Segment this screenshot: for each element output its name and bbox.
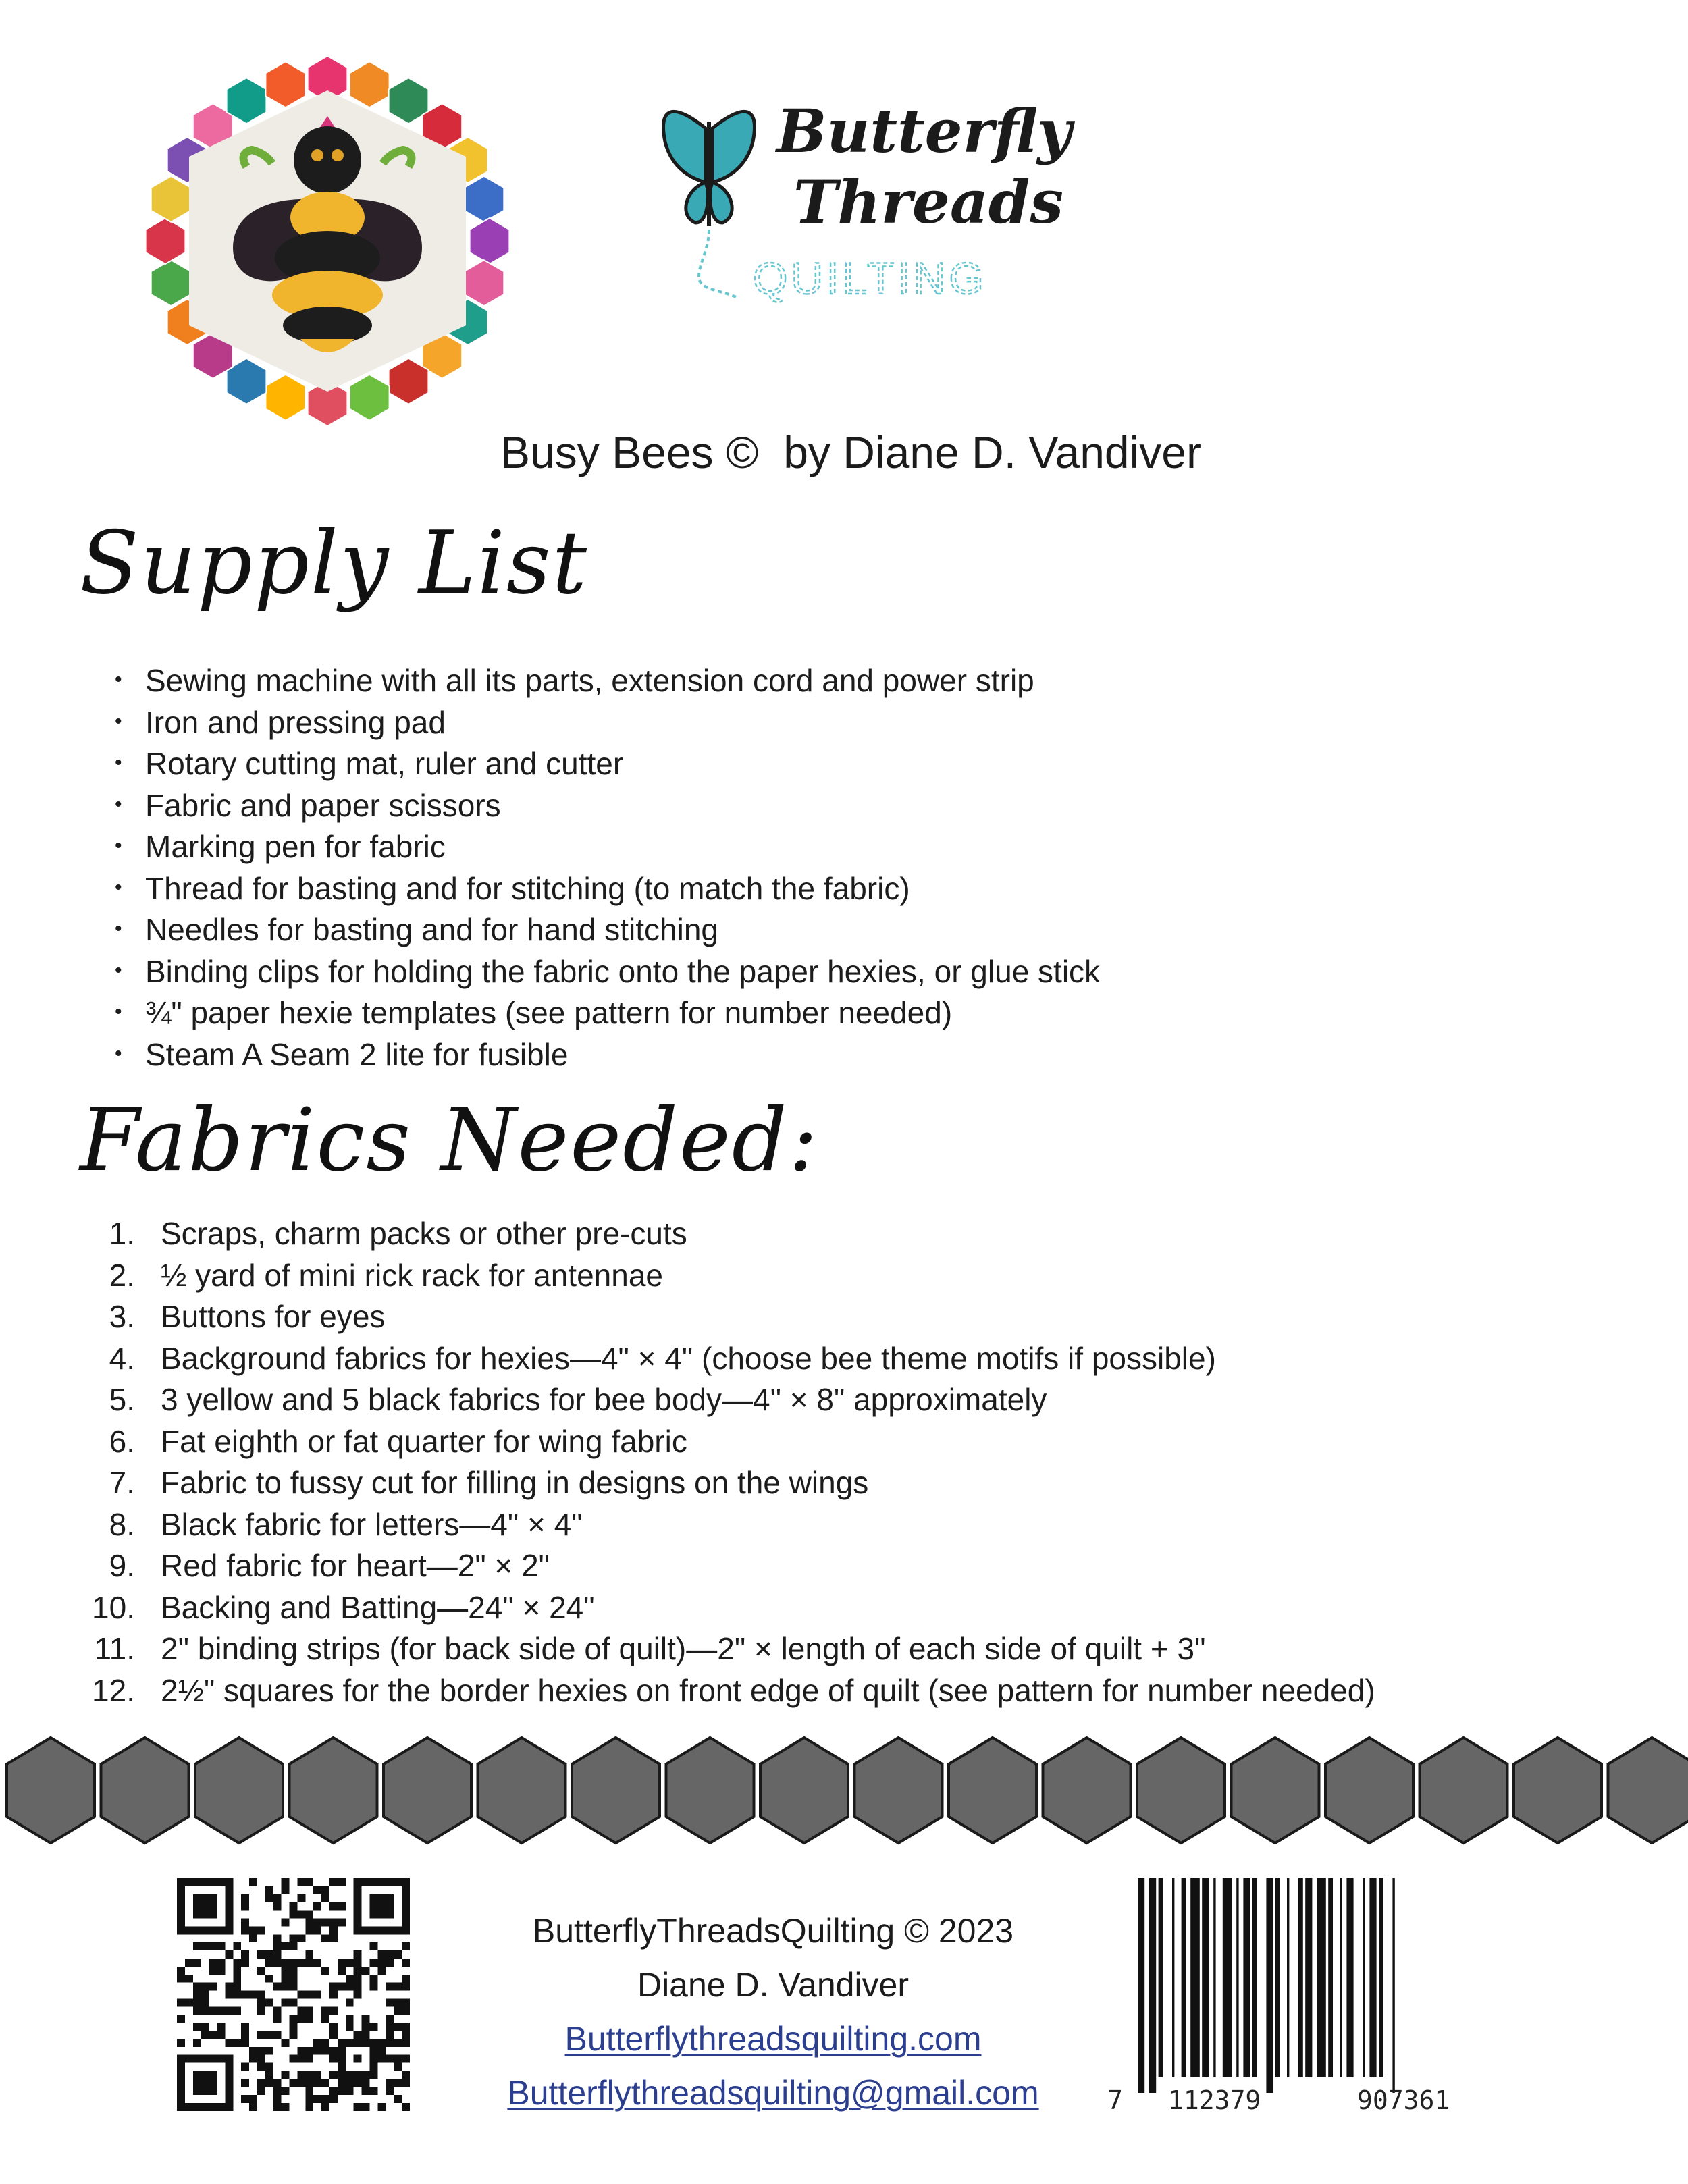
fabric-item-text: 2½" squares for the border hexies on front edge of quilt (see pattern for number needed)	[161, 1672, 1375, 1708]
border-hexagon	[195, 1738, 283, 1843]
fabric-item	[84, 1338, 1375, 1380]
supply-item: • Rotary cutting mat, ruler and cutter	[111, 743, 1100, 785]
pattern-author: by Diane D. Vandiver	[783, 427, 1201, 477]
ring-hexie	[470, 218, 510, 264]
fabric-item-number: 6.	[109, 1423, 135, 1459]
supply-item: • Fabric and paper scissors	[111, 785, 1100, 827]
fabrics-list	[84, 1213, 1375, 1711]
fabric-item	[84, 1296, 1375, 1338]
pattern-credit	[0, 427, 1688, 478]
fabric-item-number: 4.	[109, 1340, 135, 1376]
fabric-item-number: 8.	[109, 1506, 135, 1542]
fabric-item	[84, 1421, 1375, 1463]
border-hexagon	[1325, 1738, 1413, 1843]
email-link[interactable]: Butterflythreadsquilting@gmail.com	[507, 2074, 1039, 2112]
ring-hexie	[350, 61, 390, 107]
border-hexagon	[384, 1738, 471, 1843]
footer-author: Diane D. Vandiver	[637, 1966, 909, 2004]
border-hexagon	[1420, 1738, 1508, 1843]
supply-item: • Marking pen for fabric	[111, 826, 1100, 868]
ring-hexie	[146, 218, 186, 264]
fabric-item-text: 3 yellow and 5 black fabrics for bee body—4" × 8" approximately	[161, 1382, 1047, 1417]
border-hexagon	[1514, 1738, 1602, 1843]
fabric-item	[84, 1587, 1375, 1629]
hexagon-border	[0, 1735, 1688, 1846]
fabric-item-text: Fat eighth or fat quarter for wing fabric	[161, 1423, 687, 1459]
fabric-item	[84, 1213, 1375, 1255]
border-hexagon	[666, 1738, 754, 1843]
border-hexagon	[760, 1738, 848, 1843]
border-hexagon	[7, 1738, 95, 1843]
barcode-digit: 7	[1107, 2085, 1123, 2115]
supply-item: • Needles for basting and for hand stitching	[111, 909, 1100, 951]
border-hexagon	[855, 1738, 943, 1843]
website-link[interactable]: Butterflythreadsquilting.com	[564, 2020, 982, 2058]
fabric-item	[84, 1379, 1375, 1421]
ring-hexie	[350, 375, 390, 421]
fabric-item-text: Fabric to fussy cut for filling in designs on the wings	[161, 1465, 869, 1500]
fabric-item-text: Backing and Batting—24" × 24"	[161, 1589, 595, 1625]
border-hexagon	[572, 1738, 660, 1843]
fabric-item-number: 12.	[92, 1672, 135, 1708]
supply-item: • Iron and pressing pad	[111, 702, 1100, 744]
fabric-item-number: 2.	[109, 1257, 135, 1293]
fabric-item-text: Scraps, charm packs or other pre-cuts	[161, 1216, 687, 1251]
fabric-item-text: Black fabric for letters—4" × 4"	[161, 1506, 583, 1542]
border-hexagon	[1043, 1738, 1131, 1843]
fabric-item	[84, 1504, 1375, 1546]
barcode	[1107, 1878, 1553, 2115]
border-hexagon	[101, 1738, 189, 1843]
supply-item: • Thread for basting and for stitching (to match the fabric)	[111, 868, 1100, 910]
fabric-item-number: 10.	[92, 1589, 135, 1625]
fabric-item	[84, 1628, 1375, 1670]
fabrics-needed-heading: Fabrics Needed:	[80, 1090, 819, 1191]
supply-list-heading: Supply List	[80, 513, 588, 614]
fabric-item	[84, 1462, 1375, 1504]
ring-hexie	[464, 260, 504, 306]
ring-hexie	[464, 176, 504, 222]
fabric-item	[84, 1670, 1375, 1712]
ring-hexie	[265, 61, 305, 107]
ring-hexie	[265, 375, 305, 421]
supply-item: • ¾" paper hexie templates (see pattern for number needed)	[111, 992, 1100, 1034]
fabric-item-text: Red fabric for heart—2" × 2"	[161, 1548, 550, 1583]
ring-hexie	[151, 260, 191, 306]
barcode-bars	[1138, 1878, 1395, 2093]
fabric-item-text: Buttons for eyes	[161, 1299, 386, 1334]
butterfly-threads-logo	[658, 88, 1072, 317]
pattern-title: Busy Bees ©	[500, 427, 759, 477]
supply-item: • Steam A Seam 2 lite for fusible	[111, 1034, 1100, 1076]
fabric-item-number: 3.	[109, 1299, 135, 1334]
supply-item: • Sewing machine with all its parts, extension cord and power strip	[111, 660, 1100, 702]
fabric-item-number: 9.	[109, 1548, 135, 1583]
footer-contact	[486, 1904, 1060, 2120]
border-hexagon	[949, 1738, 1036, 1843]
footer-copyright: ButterflyThreadsQuilting © 2023	[532, 1912, 1014, 1950]
fabric-item-number: 11.	[94, 1631, 135, 1666]
logo-word-butterfly: Butterfly	[776, 96, 1072, 166]
border-hexagon	[1137, 1738, 1225, 1843]
barcode-group-left: 112379	[1168, 2085, 1261, 2115]
border-hexagon	[1232, 1738, 1319, 1843]
ring-hexie	[151, 176, 191, 222]
logo-word-quilting: QUILTING	[753, 253, 987, 303]
quilt-image	[132, 49, 523, 433]
supply-list	[111, 660, 1100, 1075]
fabric-item-number: 5.	[109, 1382, 135, 1417]
fabric-item-text: 2" binding strips (for back side of quilt)—2" × length of each side of quilt + 3"	[161, 1631, 1206, 1666]
logo-word-threads: Threads	[793, 167, 1063, 237]
fabric-item-number: 1.	[109, 1216, 135, 1251]
border-hexagon	[1608, 1738, 1688, 1843]
border-hexagon	[478, 1738, 566, 1843]
fabric-item	[84, 1255, 1375, 1297]
qr-code	[177, 1878, 410, 2111]
butterfly-icon	[664, 111, 755, 297]
fabric-item-text: Background fabrics for hexies—4" × 4" (choose bee theme motifs if possible)	[161, 1340, 1216, 1376]
fabric-item	[84, 1545, 1375, 1587]
border-hexagon	[290, 1738, 377, 1843]
barcode-group-right: 907361	[1357, 2085, 1450, 2115]
fabric-item-number: 7.	[109, 1465, 135, 1500]
supply-item: • Binding clips for holding the fabric onto the paper hexies, or glue stick	[111, 951, 1100, 993]
fabric-item-text: ½ yard of mini rick rack for antennae	[161, 1257, 663, 1293]
